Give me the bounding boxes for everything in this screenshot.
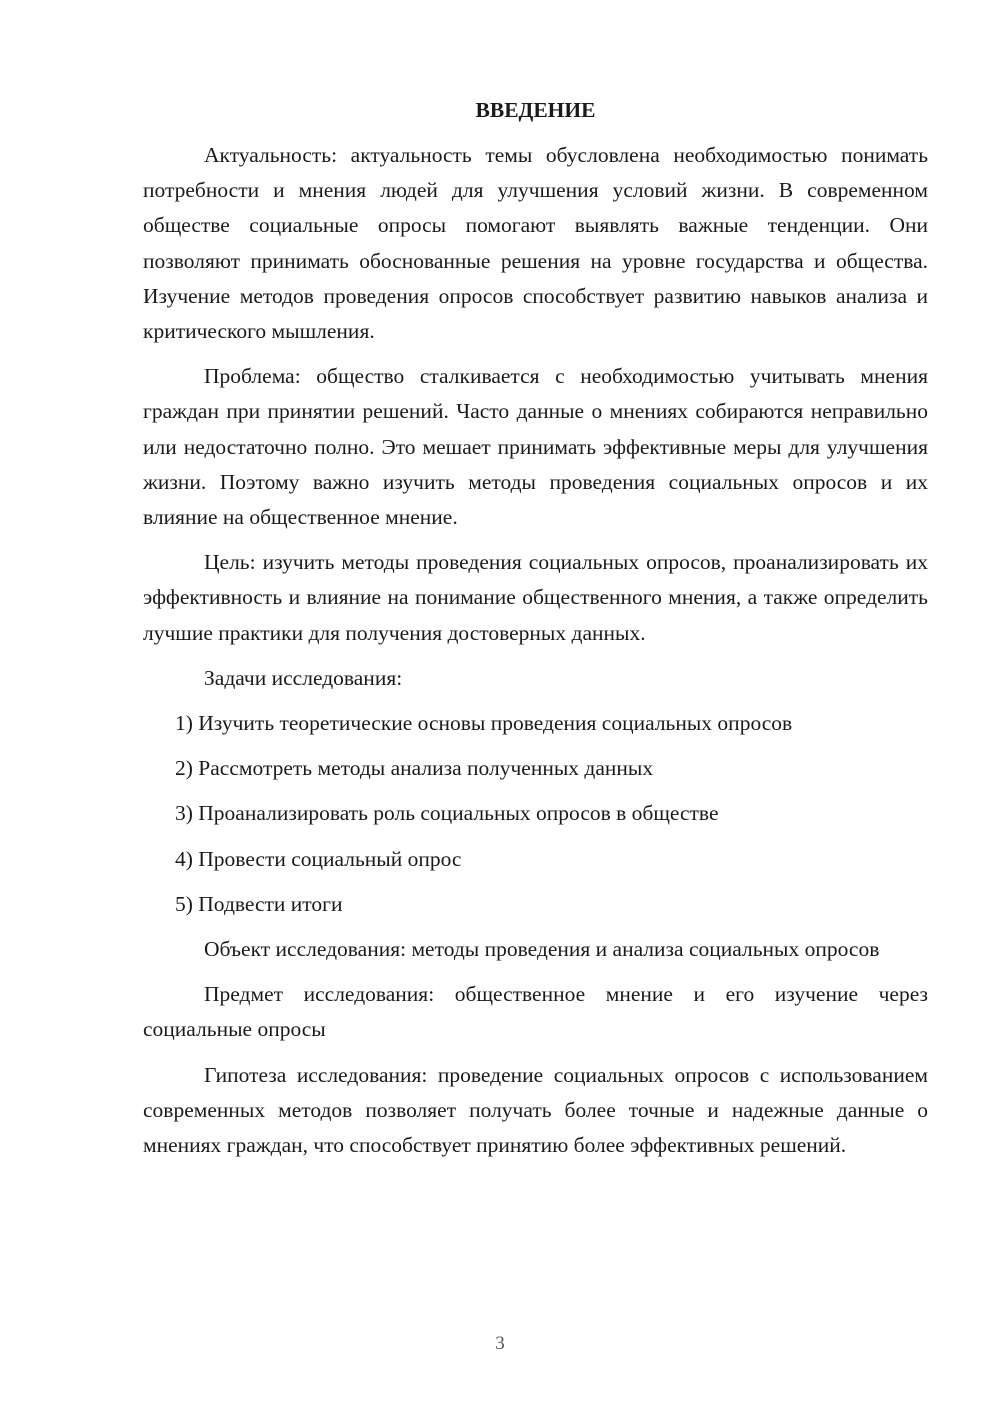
paragraph-goal: Цель: изучить методы проведения социальных опросов, проанализировать их эффективность и влияние на понимание общественного мнения, а также определить лучшие практики для получения достоверных данных.	[143, 550, 928, 645]
task-list	[143, 706, 928, 922]
task-item: 2) Рассмотреть методы анализа полученных данных	[175, 756, 654, 781]
section-title: ВВЕДЕНИЕ	[475, 98, 596, 122]
document-page	[143, 92, 928, 1173]
paragraph-relevance: Актуальность: актуальность темы обусловлена необходимостью понимать потребности и мнения людей для улучшения условий жизни. В современном обществе социальные опросы помогают выявлять важные тенденции. Они позволяют принимать обоснованные решения на уровне государства и общества. Изучение методов проведения опросов способствует развитию навыков анализа и критического мышления.	[143, 143, 928, 344]
task-item: 4) Провести социальный опрос	[175, 846, 462, 871]
paragraph-hypothesis: Гипотеза исследования: проведение социальных опросов с использованием современных методов позволяет получать более точные и надежные данные о мнениях граждан, что способствует принятию более эффективных решений.	[143, 1062, 928, 1158]
paragraph-problem: Проблема: общество сталкивается с необходимостью учитывать мнения граждан при принятии решений. Часто данные о мнениях собираются неправильно или недостаточно полно. Это мешает принимать эффективные меры для улучшения жизни. Поэтому важно изучить методы проведения социальных опросов и их влияние на общественное мнение.	[143, 364, 928, 530]
paragraph-object: Объект исследования: методы проведения и анализа социальных опросов	[204, 937, 880, 962]
task-item: 3) Проанализировать роль социальных опросов в обществе	[175, 801, 719, 826]
tasks-heading: Задачи исследования:	[204, 665, 403, 690]
paragraph-subject: Предмет исследования: общественное мнение и его изучение через социальные опросы	[143, 982, 928, 1042]
task-item: 5) Подвести итоги	[175, 891, 343, 916]
page-number: 3	[495, 1333, 505, 1354]
task-item: 1) Изучить теоретические основы проведения социальных опросов	[175, 711, 793, 736]
